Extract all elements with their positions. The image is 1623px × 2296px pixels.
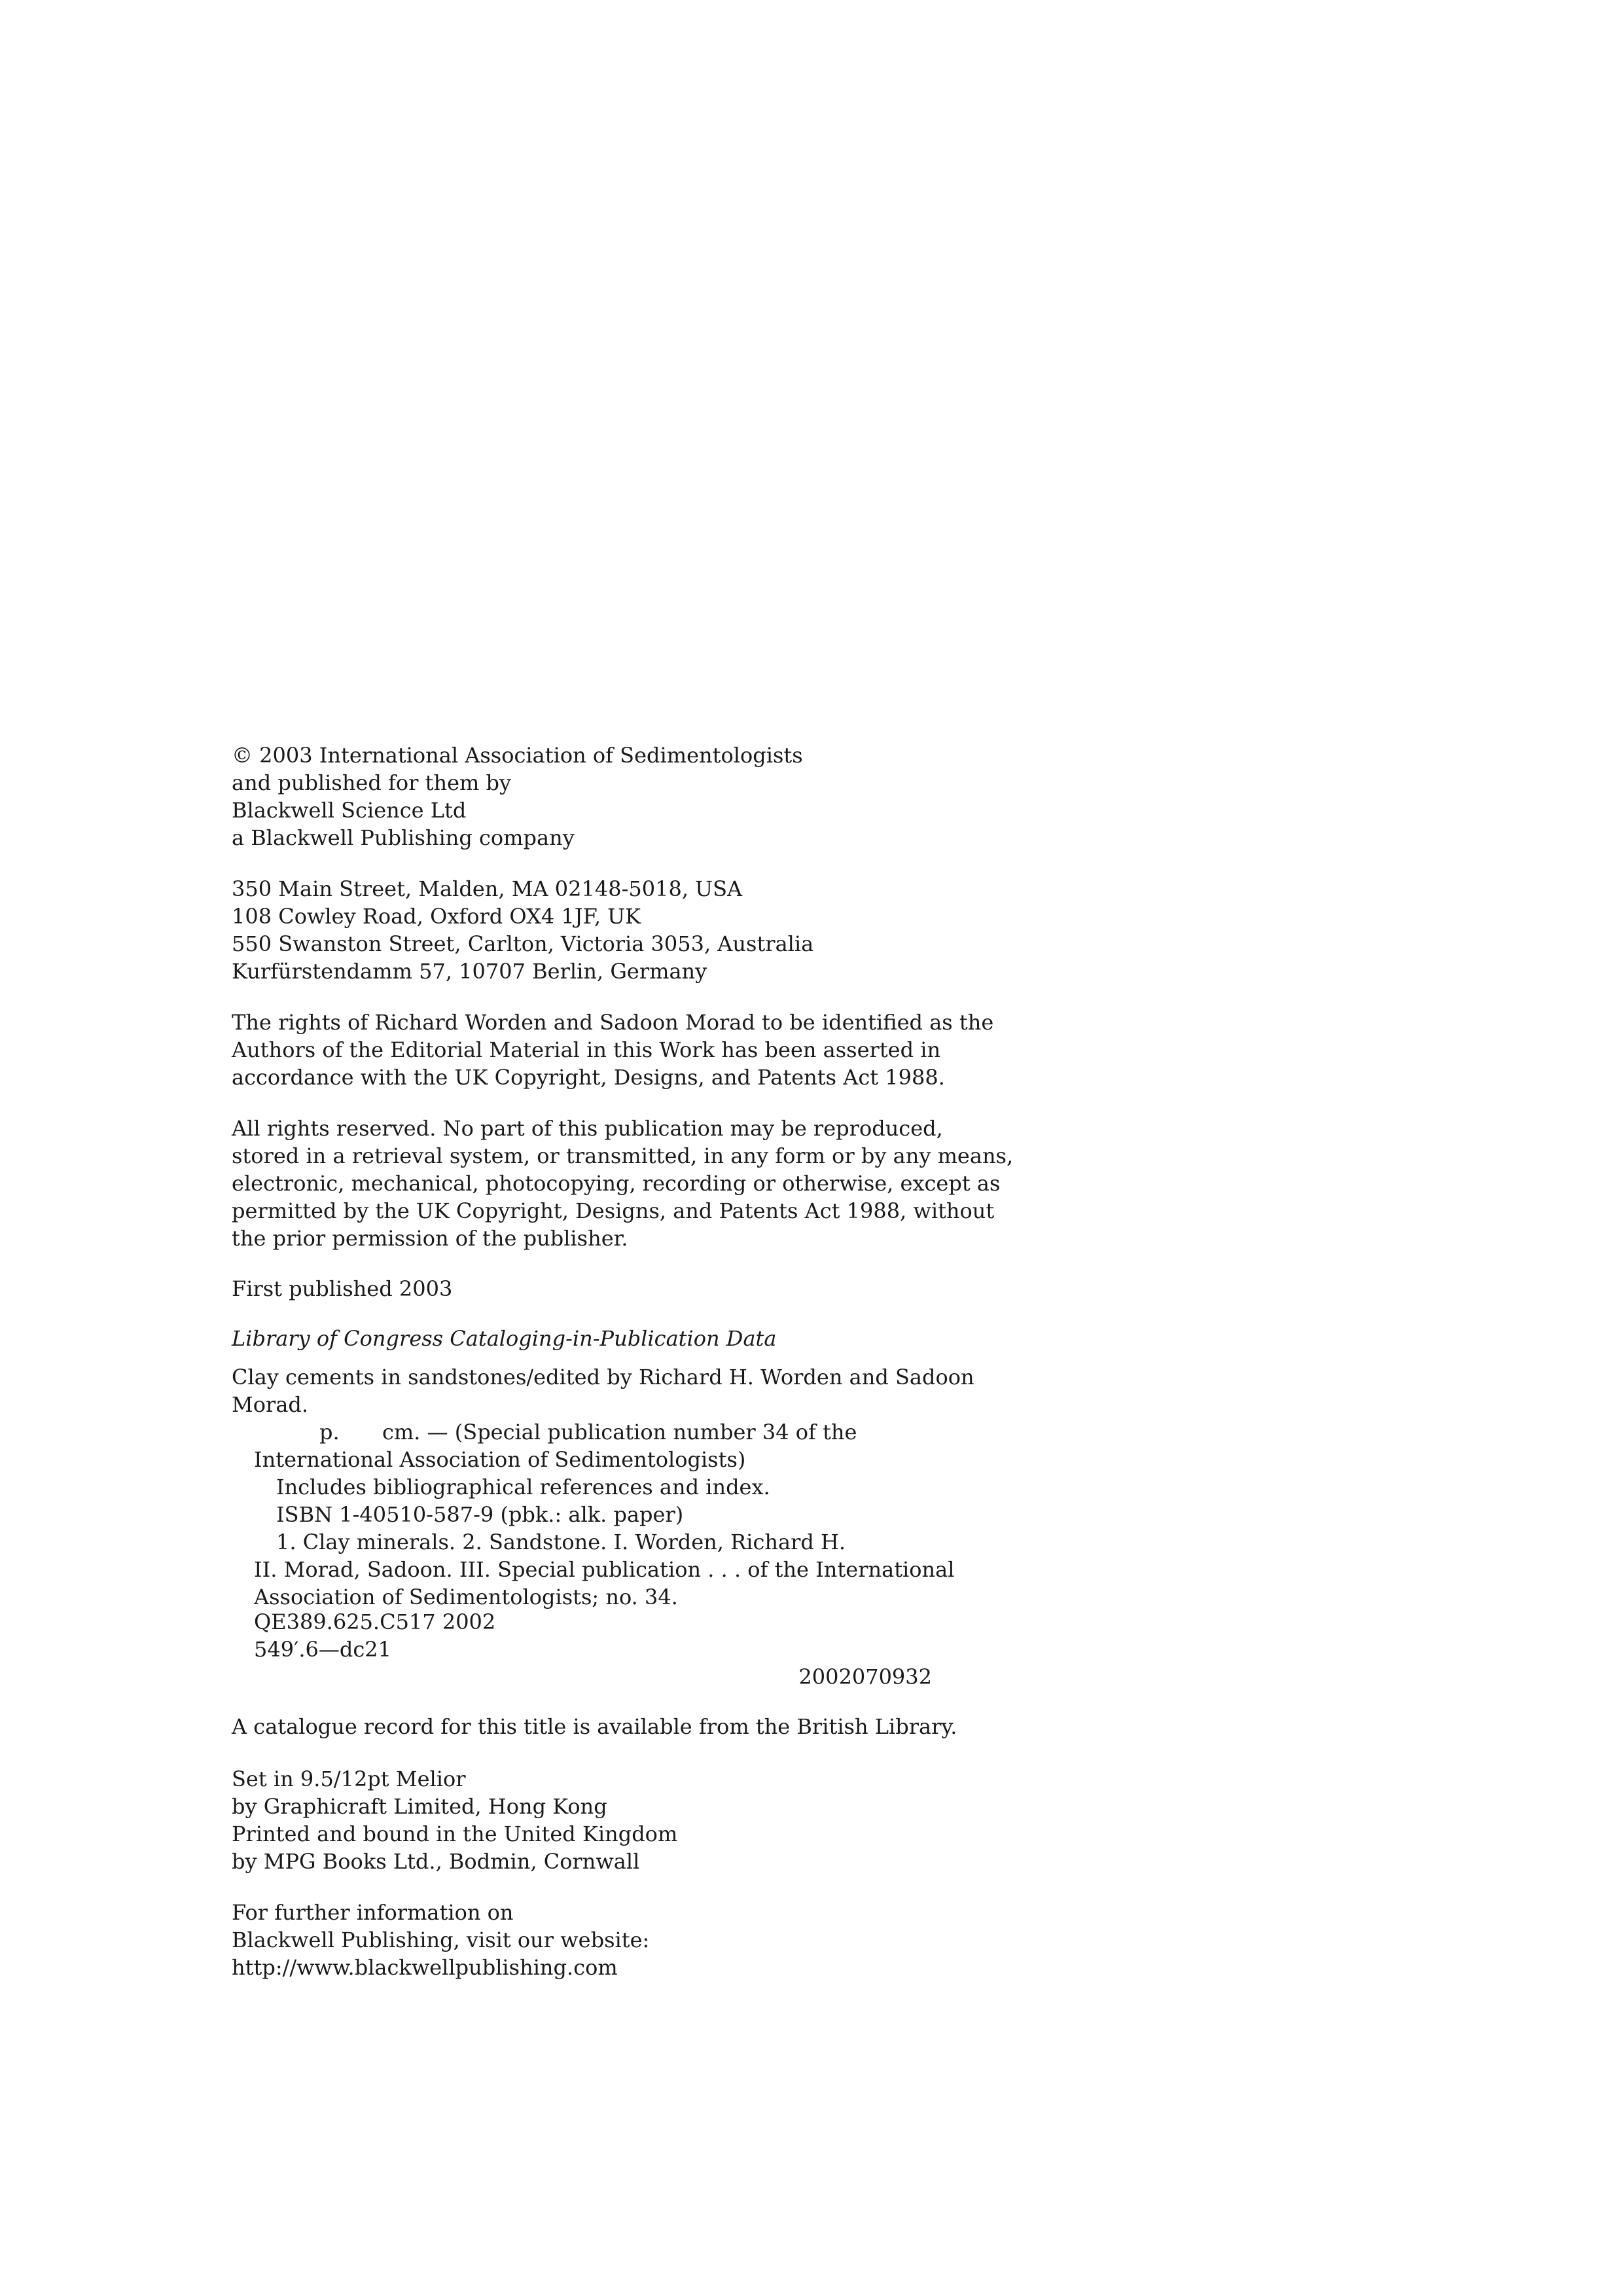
cip-line: 1. Clay minerals. 2. Sandstone. I. Worden, Richard H. [276, 1530, 846, 1554]
further-info-line: For further information on [232, 1900, 514, 1925]
addresses-block [232, 875, 952, 985]
british-library [232, 1713, 957, 1740]
copyright-line: a Blackwell Publishing company [232, 825, 575, 850]
cip-line: Includes bibliographical references and index. [276, 1475, 770, 1499]
reserved-line: All rights reserved. No part of this publication may be reproduced, [232, 1116, 943, 1141]
typeset-line: Set in 9.5/12pt Melior [232, 1767, 466, 1791]
further-info-line: Blackwell Publishing, visit our website: [232, 1928, 650, 1952]
loc-heading [232, 1325, 952, 1352]
copyright-line: © 2003 International Association of Sedimentologists [232, 743, 803, 768]
copyright-line: and published for them by [232, 770, 512, 795]
cip-line: ISBN 1-40510-587-9 (pbk.: alk. paper) [276, 1502, 684, 1527]
reserved-line: stored in a retrieval system, or transmitted, in any form or by any means, [232, 1143, 1014, 1168]
address-line: 108 Cowley Road, Oxford OX4 1JF, UK [232, 904, 641, 929]
loc-heading-text: Library of Congress Cataloging-in-Publication Data [232, 1326, 777, 1351]
address-line: Kurfürstendamm 57, 10707 Berlin, Germany [232, 959, 707, 984]
dewey-number: 549′.6—dc21 [254, 1637, 391, 1662]
cip-p: p. [319, 1420, 340, 1444]
typeset-line: by MPG Books Ltd., Bodmin, Cornwall [232, 1849, 640, 1874]
cip-line: II. Morad, Sadoon. III. Special publication . . . of the International [254, 1557, 955, 1582]
copyright-line: Blackwell Science Ltd [232, 798, 467, 823]
lccn-number: 2002070932 [798, 1664, 932, 1689]
reserved-block [232, 1115, 1014, 1252]
typeset-block [232, 1765, 952, 1875]
cip-block [232, 1363, 974, 1611]
call-number-block [232, 1608, 952, 1691]
cip-line: Morad. [232, 1392, 309, 1417]
british-library-text: A catalogue record for this title is available from the British Library. [232, 1714, 957, 1739]
address-line: 350 Main Street, Malden, MA 02148-5018, USA [232, 876, 743, 901]
call-number: QE389.625.C517 2002 [254, 1609, 496, 1634]
rights-line: accordance with the UK Copyright, Designs, and Patents Act 1988. [232, 1065, 945, 1090]
cip-line: Association of Sedimentologists; no. 34. [254, 1585, 678, 1609]
cip-line: International Association of Sedimentologists) [254, 1447, 746, 1472]
typeset-line: Printed and bound in the United Kingdom [232, 1821, 678, 1846]
rights-block [232, 1009, 994, 1091]
first-published-text: First published 2003 [232, 1276, 453, 1301]
rights-line: The rights of Richard Worden and Sadoon Morad to be identified as the [232, 1010, 994, 1035]
rights-line: Authors of the Editorial Material in this Work has been asserted in [232, 1037, 941, 1062]
first-published [232, 1275, 952, 1302]
cip-line: Clay cements in sandstones/edited by Richard H. Worden and Sadoon [232, 1365, 974, 1390]
further-info-block [232, 1899, 952, 1981]
cip-pcm-line [232, 1418, 952, 1446]
address-line: 550 Swanston Street, Carlton, Victoria 3053, Australia [232, 931, 814, 956]
reserved-line: electronic, mechanical, photocopying, recording or otherwise, except as [232, 1171, 1001, 1196]
reserved-line: permitted by the UK Copyright, Designs, and Patents Act 1988, without [232, 1198, 995, 1223]
reserved-line: the prior permission of the publisher. [232, 1226, 628, 1251]
cip-cm: cm. — (Special publication number 34 of the [382, 1420, 857, 1444]
copyright-block [232, 742, 952, 852]
website-url: http://www.blackwellpublishing.com [232, 1955, 618, 1980]
typeset-line: by Graphicraft Limited, Hong Kong [232, 1794, 607, 1819]
